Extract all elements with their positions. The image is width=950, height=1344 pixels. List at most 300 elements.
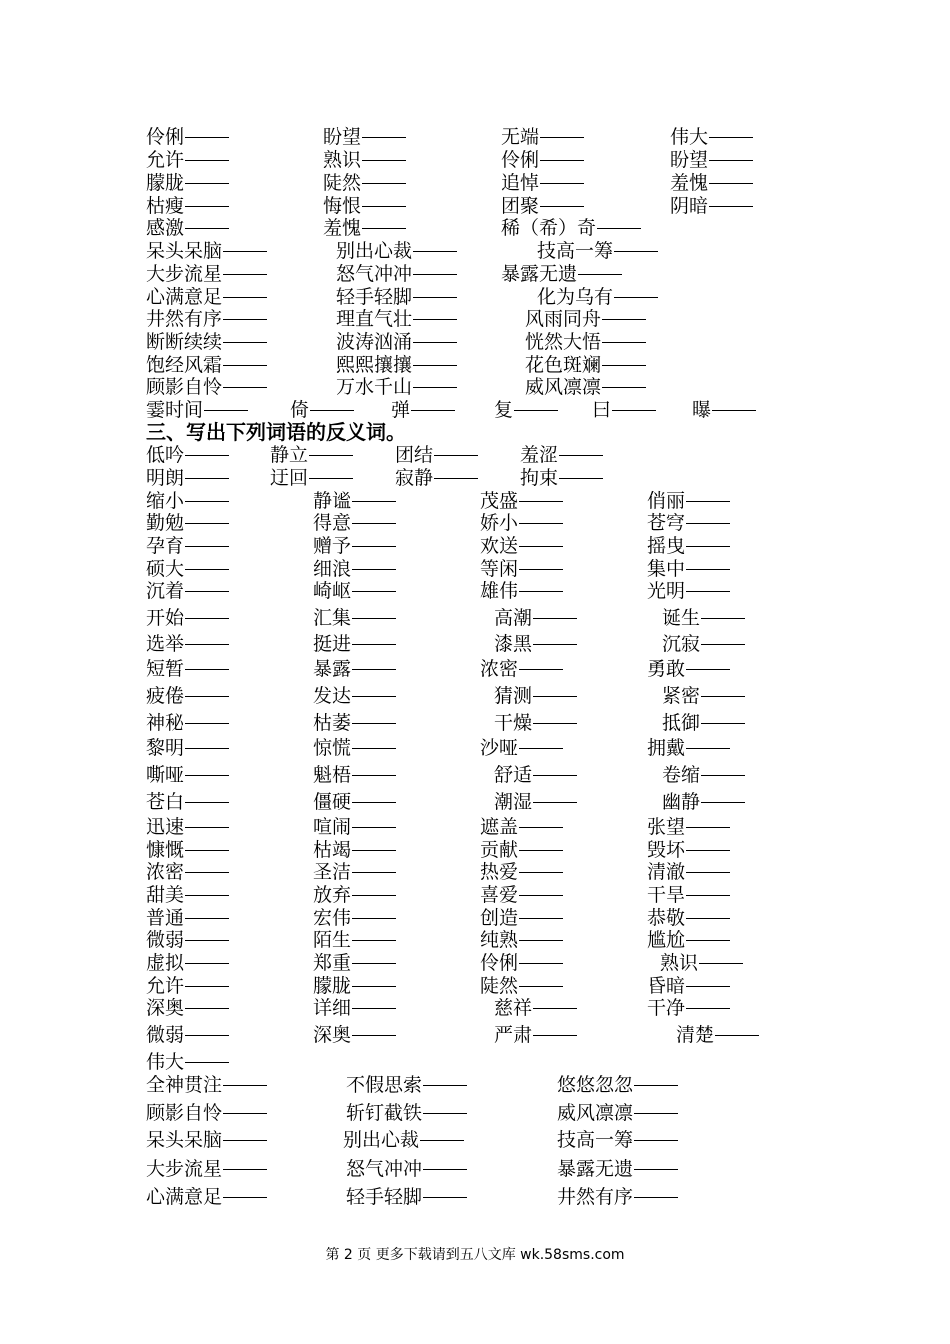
word-entry [480,951,563,975]
answer-blank-line [352,1008,396,1009]
word-text: 风雨同舟 [525,308,602,330]
word-entry [146,906,229,930]
word-text: 抵御 [662,712,701,734]
word-entry [336,285,457,309]
word-text: 毁坏 [647,839,686,861]
word-entry [494,632,577,656]
word-text: 伟大 [670,126,709,148]
answer-blank-line [185,1008,229,1009]
word-text: 圣洁 [313,861,352,883]
word-entry [146,534,229,558]
answer-blank-line [712,410,756,411]
word-entry [146,711,229,735]
word-entry [313,534,396,558]
word-entry [146,838,229,862]
word-text: 嘶哑 [146,764,185,786]
word-entry [647,557,730,581]
answer-blank-line [540,183,584,184]
answer-blank-line [686,986,730,987]
word-text: 清楚 [676,1024,715,1046]
answer-blank-line [559,478,603,479]
answer-blank-line [559,455,603,456]
word-text: 欢送 [480,535,519,557]
word-text: 严肃 [494,1024,533,1046]
word-text: 轻手轻脚 [346,1186,423,1208]
answer-blank-line [185,546,229,547]
word-row [0,353,950,377]
answer-blank-line [223,1169,267,1170]
answer-blank-line [533,1035,577,1036]
answer-blank-line [309,478,353,479]
word-entry [146,398,248,422]
word-text: 短暂 [146,658,185,680]
word-text: 沉着 [146,580,185,602]
word-text: 心满意足 [146,1186,223,1208]
word-entry [557,1101,678,1125]
answer-blank-line [709,206,753,207]
word-text: 创造 [480,907,519,929]
word-entry [494,1023,577,1047]
word-text: 潮湿 [494,791,533,813]
word-text: 熟识 [323,149,362,171]
answer-blank-line [434,478,478,479]
word-row [0,398,950,422]
word-text: 张望 [647,816,686,838]
word-entry [662,711,745,735]
word-row [0,1050,950,1074]
word-row [0,557,950,581]
word-text: 花色斑斓 [525,354,602,376]
answer-blank-line [223,274,267,275]
answer-blank-line [519,895,563,896]
word-text: 微弱 [146,929,185,951]
word-entry [313,951,396,975]
answer-blank-line [602,319,646,320]
word-entry [146,928,229,952]
word-entry [146,375,267,399]
word-entry [313,790,396,814]
word-entry [146,1157,267,1181]
word-text: 斩钉截铁 [346,1102,423,1124]
word-entry [494,684,577,708]
word-text: 熟识 [660,952,699,974]
word-text: 遮盖 [480,816,519,838]
answer-blank-line [352,850,396,851]
word-entry [395,466,478,490]
answer-blank-line [519,872,563,873]
word-text: 紧密 [662,685,701,707]
answer-blank-line [185,501,229,502]
word-text: 选举 [146,633,185,655]
section-3-heading: 三、写出下列词语的反义词。 [146,420,406,444]
answer-blank-line [578,274,622,275]
word-entry [336,375,457,399]
answer-blank-line [709,137,753,138]
word-row [0,1101,950,1125]
word-entry [313,657,396,681]
word-text: 迅速 [146,816,185,838]
word-row [0,194,950,218]
answer-blank-line [223,342,267,343]
answer-blank-line [686,918,730,919]
word-entry [480,579,563,603]
word-text: 无端 [501,126,540,148]
word-text: 全神贯注 [146,1074,223,1096]
word-entry [520,443,603,467]
word-text: 勤勉 [146,512,185,534]
word-text: 集中 [647,558,686,580]
word-text: 明朗 [146,467,185,489]
word-entry [647,860,730,884]
answer-blank-line [352,775,396,776]
word-text: 恭敬 [647,907,686,929]
word-text: 枯瘦 [146,195,185,217]
answer-blank-line [352,569,396,570]
answer-blank-line [686,523,730,524]
answer-blank-line [519,546,563,547]
word-entry [146,557,229,581]
answer-blank-line [185,228,229,229]
word-entry [501,171,584,195]
word-entry [346,1101,467,1125]
word-entry [660,951,743,975]
word-text: 汇集 [313,607,352,629]
word-row [0,216,950,240]
word-entry [323,216,406,240]
answer-blank-line [185,478,229,479]
word-text: 允许 [146,975,185,997]
answer-blank-line [352,918,396,919]
word-text: 等闲 [480,558,519,580]
answer-blank-line [540,160,584,161]
answer-blank-line [185,644,229,645]
word-text: 怒气冲冲 [336,263,413,285]
word-entry [395,443,478,467]
word-text: 威风凛凛 [557,1102,634,1124]
word-text: 伶俐 [501,149,540,171]
answer-blank-line [352,618,396,619]
word-text: 细浪 [313,558,352,580]
word-entry [146,883,229,907]
answer-blank-line [634,1085,678,1086]
word-entry [647,489,730,513]
answer-blank-line [602,365,646,366]
word-text: 喜爱 [480,884,519,906]
word-entry [146,511,229,535]
word-entry [647,906,730,930]
answer-blank-line [185,850,229,851]
word-text: 复 [494,399,514,421]
word-entry [146,736,229,760]
word-entry [520,466,603,490]
word-text: 枯竭 [313,839,352,861]
word-text: 普通 [146,907,185,929]
word-text: 暴露无遗 [501,263,578,285]
word-entry [480,815,563,839]
answer-blank-line [686,1008,730,1009]
word-row [0,125,950,149]
word-text: 曰 [592,399,612,421]
word-text: 干净 [647,997,686,1019]
answer-blank-line [413,274,457,275]
word-entry [647,838,730,862]
word-row [0,511,950,535]
word-row [0,148,950,172]
word-entry [146,307,267,331]
word-text: 威风凛凛 [525,376,602,398]
word-text: 甜美 [146,884,185,906]
word-text: 清澈 [647,861,686,883]
word-text: 熙熙攘攘 [336,354,413,376]
word-entry [670,171,753,195]
answer-blank-line [185,523,229,524]
word-text: 感激 [146,217,185,239]
word-row [0,443,950,467]
answer-blank-line [634,1113,678,1114]
word-entry [537,239,658,263]
word-text: 断断续续 [146,331,223,353]
word-text: 大步流星 [146,1158,223,1180]
answer-blank-line [352,523,396,524]
word-text: 万水千山 [336,376,413,398]
answer-blank-line [602,387,646,388]
word-text: 纯熟 [480,929,519,951]
answer-blank-line [185,1062,229,1063]
word-row [0,330,950,354]
word-entry [146,216,229,240]
answer-blank-line [185,696,229,697]
word-text: 光明 [647,580,686,602]
word-entry [146,790,229,814]
word-entry [343,1128,464,1152]
word-entry [336,353,457,377]
word-text: 宏伟 [313,907,352,929]
word-entry [494,606,577,630]
word-text: 娇小 [480,512,519,534]
answer-blank-line [423,1113,467,1114]
word-row [0,307,950,331]
word-row [0,736,950,760]
answer-blank-line [709,183,753,184]
answer-blank-line [686,546,730,547]
word-row [0,171,950,195]
word-text: 大步流星 [146,263,223,285]
word-entry [146,951,229,975]
answer-blank-line [413,319,457,320]
word-text: 浓密 [480,658,519,680]
word-text: 干旱 [647,884,686,906]
word-text: 化为乌有 [537,286,614,308]
word-text: 伶俐 [146,126,185,148]
word-entry [391,398,455,422]
word-row [0,1128,950,1152]
word-text: 寂静 [395,467,434,489]
word-text: 怒气冲冲 [346,1158,423,1180]
word-row [0,906,950,930]
word-text: 昏暗 [647,975,686,997]
word-entry [313,763,396,787]
word-entry [323,148,406,172]
word-entry [146,657,229,681]
word-text: 朦胧 [146,172,185,194]
word-text: 阴暗 [670,195,709,217]
word-row [0,1157,950,1181]
word-entry [647,657,730,681]
word-text: 团结 [395,444,434,466]
answer-blank-line [352,669,396,670]
answer-blank-line [597,228,641,229]
answer-blank-line [413,251,457,252]
answer-blank-line [362,160,406,161]
answer-blank-line [204,410,248,411]
word-entry [480,489,563,513]
word-text: 苍穹 [647,512,686,534]
word-text: 低吟 [146,444,185,466]
word-text: 别出心裁 [343,1129,420,1151]
word-text: 枯萎 [313,712,352,734]
answer-blank-line [533,644,577,645]
word-row [0,1023,950,1047]
word-entry [146,632,229,656]
answer-blank-line [413,387,457,388]
word-entry [146,860,229,884]
word-entry [557,1157,678,1181]
word-entry [647,736,730,760]
word-row [0,534,950,558]
answer-blank-line [686,748,730,749]
word-text: 神秘 [146,712,185,734]
answer-blank-line [223,297,267,298]
word-entry [480,974,563,998]
answer-blank-line [519,569,563,570]
word-text: 诞生 [662,607,701,629]
answer-blank-line [223,1197,267,1198]
word-entry [480,928,563,952]
word-entry [676,1023,759,1047]
answer-blank-line [701,618,745,619]
answer-blank-line [185,748,229,749]
answer-blank-line [185,569,229,570]
word-row [0,375,950,399]
answer-blank-line [352,748,396,749]
answer-blank-line [686,569,730,570]
word-row [0,815,950,839]
word-text: 羞愧 [670,172,709,194]
word-text: 惊慌 [313,737,352,759]
answer-blank-line [614,251,658,252]
answer-blank-line [185,940,229,941]
word-entry [146,466,229,490]
word-entry [270,466,353,490]
word-entry [501,262,622,286]
word-entry [662,632,745,656]
word-entry [537,285,658,309]
word-entry [525,375,646,399]
answer-blank-line [352,696,396,697]
answer-blank-line [310,410,354,411]
answer-blank-line [185,206,229,207]
answer-blank-line [519,501,563,502]
word-entry [146,815,229,839]
word-entry [146,330,267,354]
word-entry [146,974,229,998]
word-entry [692,398,756,422]
answer-blank-line [602,342,646,343]
answer-blank-line [309,455,353,456]
word-entry [146,579,229,603]
word-entry [480,657,563,681]
answer-blank-line [519,986,563,987]
word-text: 悔恨 [323,195,362,217]
answer-blank-line [185,1035,229,1036]
word-entry [313,883,396,907]
word-entry [146,285,267,309]
word-text: 羞涩 [520,444,559,466]
word-entry [313,557,396,581]
word-text: 伟大 [146,1051,185,1073]
answer-blank-line [686,669,730,670]
word-text: 浓密 [146,861,185,883]
answer-blank-line [614,297,658,298]
answer-blank-line [519,591,563,592]
word-entry [336,307,457,331]
page-footer: 第 2 页 更多下载请到五八文库 wk.58sms.com [325,1247,625,1263]
answer-blank-line [686,895,730,896]
word-text: 羞愧 [323,217,362,239]
answer-blank-line [352,872,396,873]
word-text: 疲倦 [146,685,185,707]
answer-blank-line [352,963,396,964]
answer-blank-line [413,365,457,366]
word-text: 允许 [146,149,185,171]
word-text: 技高一筹 [537,240,614,262]
answer-blank-line [612,410,656,411]
word-entry [662,606,745,630]
answer-blank-line [540,137,584,138]
word-entry [146,1128,267,1152]
word-entry [323,194,406,218]
word-entry [146,1073,267,1097]
answer-blank-line [423,1169,467,1170]
word-text: 虚拟 [146,952,185,974]
word-text: 波涛汹涌 [336,331,413,353]
answer-blank-line [701,696,745,697]
answer-blank-line [223,1140,267,1141]
word-text: 黎明 [146,737,185,759]
word-text: 霎时间 [146,399,204,421]
word-text: 贡献 [480,839,519,861]
word-text: 弹 [391,399,411,421]
word-entry [146,1050,229,1074]
answer-blank-line [634,1169,678,1170]
word-text: 深奥 [313,1024,352,1046]
word-row [0,883,950,907]
word-entry [501,125,584,149]
word-entry [313,632,396,656]
answer-blank-line [701,802,745,803]
word-text: 迂回 [270,467,309,489]
word-text: 缩小 [146,490,185,512]
word-text: 恍然大悟 [525,331,602,353]
word-entry [146,353,267,377]
word-text: 挺进 [313,633,352,655]
word-text: 漆黑 [494,633,533,655]
word-text: 稀（希）奇 [501,217,597,239]
answer-blank-line [223,387,267,388]
word-text: 苍白 [146,791,185,813]
word-entry [494,763,577,787]
word-text: 茂盛 [480,490,519,512]
